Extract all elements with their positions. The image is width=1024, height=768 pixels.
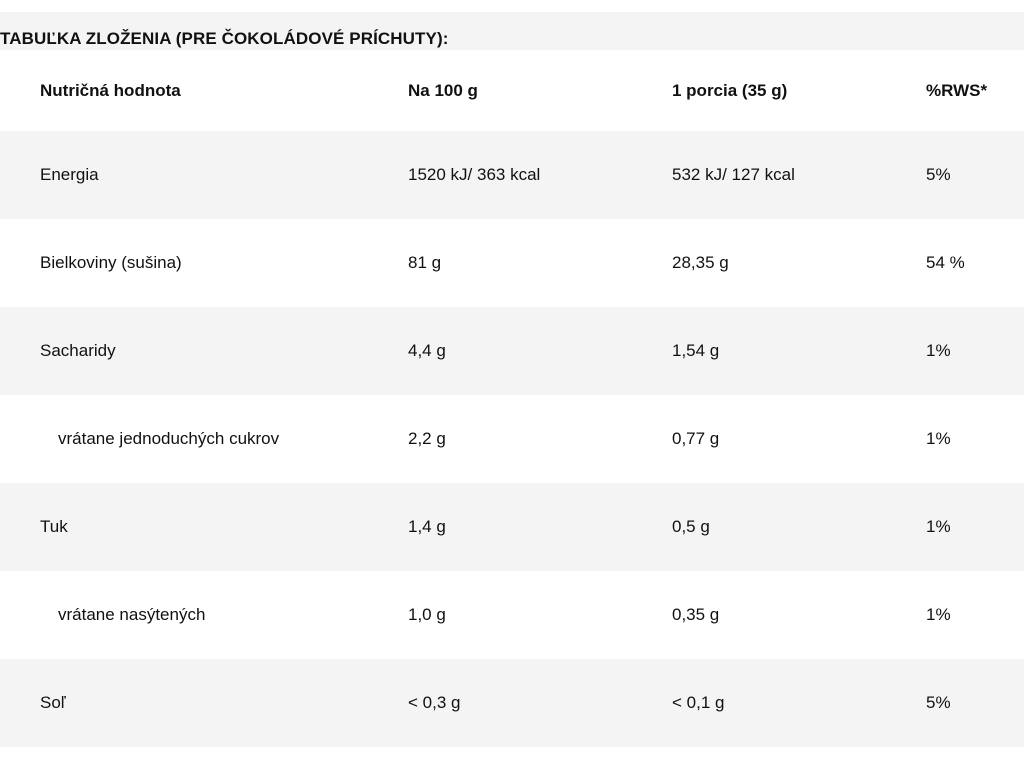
value-per-portion: 1,54 g: [672, 341, 720, 360]
value-per-100g: < 0,3 g: [408, 693, 461, 712]
nutrition-table: [0, 50, 1024, 747]
table-row-sugars: [0, 395, 1024, 483]
table-row-energy: [0, 131, 1024, 219]
header-nutrition-value: Nutričná hodnota: [40, 80, 181, 100]
value-per-100g: 1520 kJ/ 363 kcal: [408, 165, 541, 184]
value-per-100g: 1,4 g: [408, 517, 446, 536]
table-row-salt: [0, 659, 1024, 747]
table-title: TABUĽKA ZLOŽENIA (PRE ČOKOLÁDOVÉ PRÍCHUTY):: [0, 29, 449, 48]
value-per-portion: 532 kJ/ 127 kcal: [672, 165, 795, 184]
table-row-saturated-fat: [0, 571, 1024, 659]
value-per-portion: 0,77 g: [672, 429, 720, 448]
value-per-portion: < 0,1 g: [672, 693, 725, 712]
table-row-fat: [0, 483, 1024, 571]
header-per-portion: 1 porcia (35 g): [672, 80, 788, 100]
value-rws: 1%: [926, 517, 951, 536]
value-per-portion: 28,35 g: [672, 253, 729, 272]
nutrient-name: Sacharidy: [40, 341, 116, 360]
nutrient-name: Bielkoviny (sušina): [40, 253, 182, 272]
value-rws: 1%: [926, 341, 951, 360]
value-rws: 5%: [926, 165, 951, 184]
header-per-100g: Na 100 g: [408, 80, 478, 100]
nutrient-name: vrátane jednoduchých cukrov: [58, 429, 280, 448]
value-per-100g: 1,0 g: [408, 605, 446, 624]
table-header-row: [0, 50, 1024, 131]
nutrient-name: Tuk: [40, 517, 68, 536]
value-per-100g: 81 g: [408, 253, 442, 272]
table-row-carbohydrates: [0, 307, 1024, 395]
value-rws: 5%: [926, 693, 951, 712]
value-rws: 1%: [926, 605, 951, 624]
value-per-portion: 0,35 g: [672, 605, 720, 624]
value-per-portion: 0,5 g: [672, 517, 710, 536]
nutrient-name: Energia: [40, 165, 99, 184]
nutrient-name: vrátane nasýtených: [58, 605, 206, 624]
table-row-protein: [0, 219, 1024, 307]
nutrient-name: Soľ: [40, 693, 66, 712]
value-rws: 54 %: [926, 253, 965, 272]
value-per-100g: 4,4 g: [408, 341, 446, 360]
header-rws: %RWS*: [926, 80, 988, 100]
value-rws: 1%: [926, 429, 951, 448]
value-per-100g: 2,2 g: [408, 429, 446, 448]
